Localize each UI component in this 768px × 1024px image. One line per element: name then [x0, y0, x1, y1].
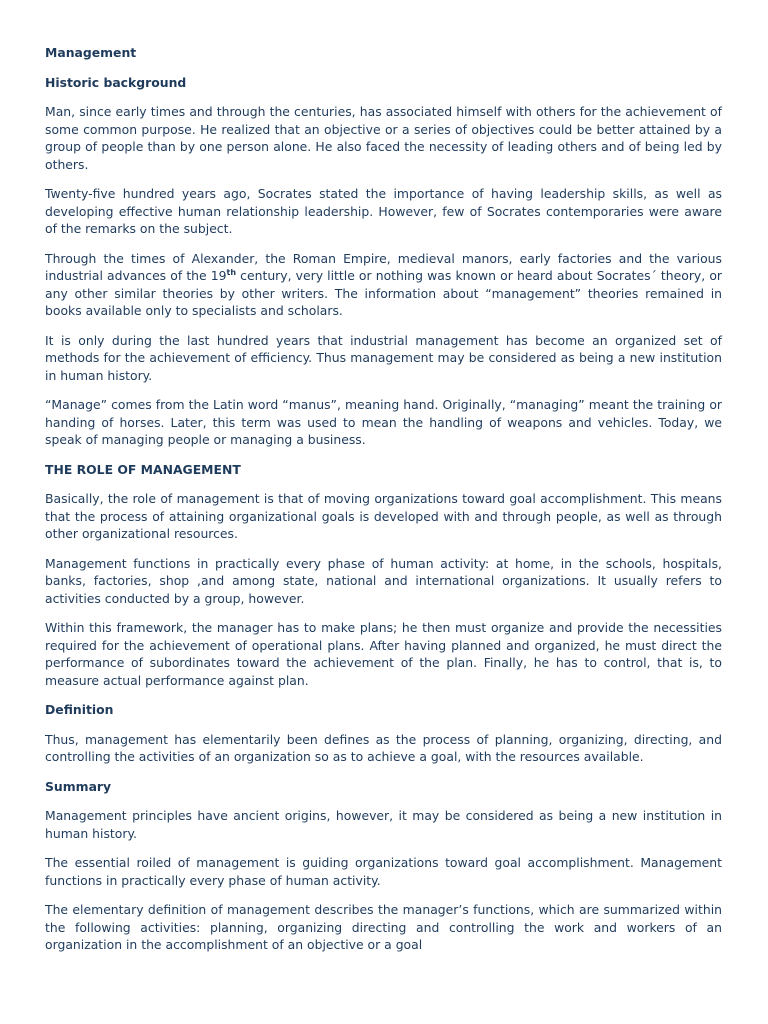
- paragraph-alexander-part-2: century, very little or nothing was known or heard about Socrates´ theory, or any other similar theories by other writers. The information about “management” theories remained in books available only to specialists and scholars.: [45, 268, 722, 318]
- paragraph-summary-origins: Management principles have ancient origins, however, it may be considered as being a new institution in human history.: [45, 808, 722, 841]
- paragraph-summary-definition: The elementary definition of management describes the manager’s functions, which are summarized within the following activities: planning, organizing directing and controlling the work and workers of an organization in the accomplishment of an objective or a goal: [45, 902, 722, 952]
- section-heading-historic-background: Historic background: [45, 74, 187, 90]
- paragraph-definition: Thus, management has elementarily been defines as the process of planning, organizing, directing, and controlling the activities of an organization so as to achieve a goal, with the resources available.: [45, 731, 722, 764]
- paragraph-alexander-part-1: Through the times of Alexander, the Roman Empire, medieval manors, early factories and the various industrial advances of the 19: [45, 250, 722, 283]
- paragraph-role-basically: Basically, the role of management is that of moving organizations toward goal accomplishment. This means that the process of attaining organizational goals is developed with and through people, as well as through other organizational resources.: [45, 491, 722, 541]
- paragraph-manage-etymology: “Manage” comes from the Latin word “manus”, meaning hand. Originally, “managing” meant the training or handing of horses. Later, this term was used to mean the handling of weapons and vehicles. Today, we speak of managing people or managing a business.: [45, 397, 722, 447]
- paragraph-early-times: Man, since early times and through the centuries, has associated himself with others for the achievement of some common purpose. He realized that an objective or a series of objectives could be better attained by a group of people than by one person alone. He also faced the necessity of leading others and of being led by others.: [45, 104, 722, 172]
- paragraph-alexander: [45, 250, 722, 320]
- superscript-th: th: [226, 268, 237, 277]
- paragraph-framework: Within this framework, the manager has to make plans; he then must organize and provide the necessities required for the achievement of operational plans. After having planned and organized, he must direct the performance of subordinates toward the achievement of the plan. Finally, he has to control, that is, to measure actual performance against plan.: [45, 620, 722, 688]
- document-page: [45, 44, 722, 966]
- paragraph-socrates: Twenty-five hundred years ago, Socrates stated the importance of having leadership skills, as well as developing effective human relationship leadership. However, few of Socrates contemporaries were aware of the remarks on the subject.: [45, 186, 722, 236]
- paragraph-summary-role: The essential roiled of management is guiding organizations toward goal accomplishment. Management functions in practically every phase of human activity.: [45, 855, 722, 888]
- document-title: Management: [45, 45, 137, 60]
- section-heading-role-of-management: THE ROLE OF MANAGEMENT: [45, 461, 241, 477]
- paragraph-last-hundred-years: It is only during the last hundred years that industrial management has become an organized set of methods for the achievement of efficiency. Thus management may be considered as being a new institution in human history.: [45, 332, 722, 383]
- section-heading-summary: Summary: [45, 778, 112, 794]
- section-heading-definition: Definition: [45, 702, 114, 717]
- paragraph-management-functions: Management functions in practically every phase of human activity: at home, in the schools, hospitals, banks, factories, shop ,and among state, national and international organizations. It usually refers to activities conducted by a group, however.: [45, 555, 722, 606]
